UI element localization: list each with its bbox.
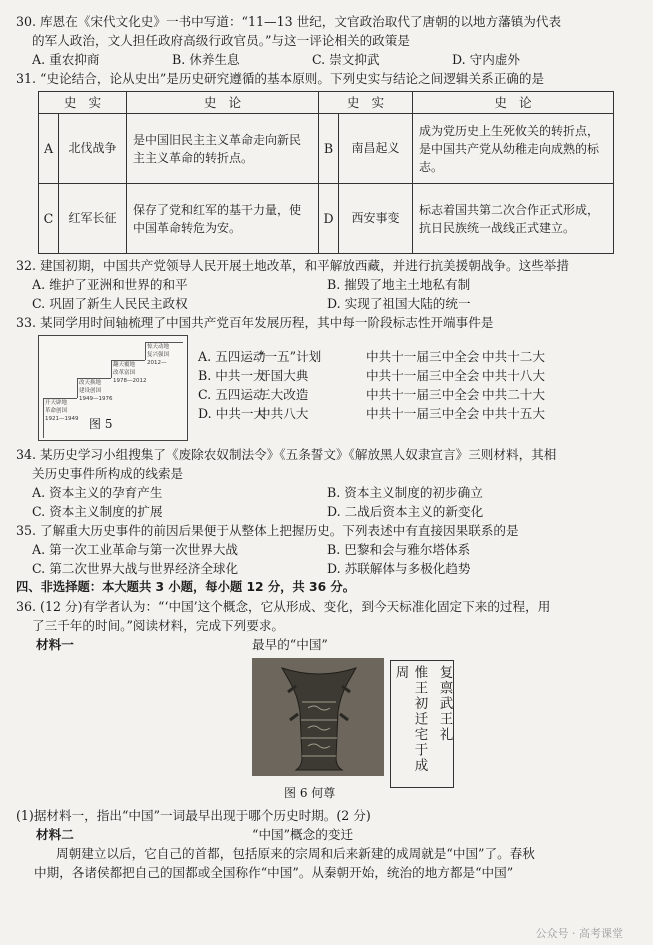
q33-body (16, 335, 639, 441)
q31-table-header (39, 92, 614, 114)
q31-fact: 北伐战争 (59, 114, 127, 184)
timeline-label: 改革富国 (113, 370, 136, 376)
material-2-label: 材料二 (36, 827, 74, 842)
q33-d-2: 中共八大 (258, 406, 309, 421)
q35-option-d[interactable]: D. 苏联解体与多极化趋势 (327, 561, 471, 576)
q33-c-2: 三大改造 (258, 387, 309, 402)
timeline-label: 翻天覆地 (113, 362, 136, 368)
q36-sub-question-1: (1)据材料一，指出“中国”一词最早出现于哪个历史时期。(2 分) (16, 808, 371, 823)
timeline-label: 惊天动地 (147, 344, 170, 350)
q34-option-c[interactable]: C. 资本主义制度的扩展 (32, 504, 163, 519)
timeline-label: 1949—1976 (79, 396, 113, 402)
timeline-label: 复兴强国 (147, 352, 170, 358)
q32-options-row2 (16, 294, 639, 313)
q33-option-d[interactable] (198, 404, 545, 423)
q34-options-row1 (16, 483, 639, 502)
q33-a-3: 中共十一届三中全会 (366, 349, 480, 364)
q31-option-letter[interactable]: C (39, 184, 59, 254)
question-30 (16, 12, 639, 69)
q33-d-3: 中共十一届三中全会 (366, 406, 480, 421)
timeline-label: 开天辟地 (45, 400, 68, 406)
q32-option-d[interactable]: D. 实现了祖国大陆的统一 (327, 296, 471, 311)
watermark: 公众号 · 高考课堂 (535, 927, 623, 940)
q31-option-letter[interactable]: B (319, 114, 339, 184)
q36-stem-line1: 36. (12 分)有学者认为：“‘中国’这个概念，它从形成、变化，到今天标准化固定下来的过程，用 (16, 599, 551, 614)
q30-options (16, 50, 639, 69)
question-31 (16, 69, 639, 254)
q33-b-1: B. 中共一大 (198, 368, 266, 383)
material-2-title: “中国”概念的变迁 (252, 827, 354, 842)
q30-option-d[interactable]: D. 守内虚外 (452, 52, 521, 67)
q31-conclusion: 标志着国共第二次合作正式形成，抗日民族统一战线正式建立。 (413, 184, 614, 254)
q35-options-row2 (16, 559, 639, 578)
q31-conclusion: 保存了党和红军的基干力量，使中国革命转危为安。 (127, 184, 319, 254)
q31-stem: 31. “史论结合，论从史出”是历史研究遵循的基本原则。下列史实与结论之间逻辑关系正确的是 (16, 71, 545, 86)
material-1-title: 最早的“中国” (252, 637, 328, 652)
q33-c-3: 中共十一届三中全会 (366, 387, 480, 402)
figure-6-area (16, 656, 639, 806)
q31-fact: 西安事变 (339, 184, 413, 254)
q33-b-2: 开国大典 (258, 368, 309, 383)
q36-stem-line2: 了三千年的时间。”阅读材料，完成下列要求。 (32, 618, 285, 633)
table-row (39, 184, 614, 254)
q33-b-4: 中共十八大 (482, 368, 545, 383)
timeline-label: 1921—1949 (45, 416, 79, 422)
figure-6-caption: 图 6 何尊 (284, 786, 336, 800)
q33-option-c[interactable] (198, 385, 545, 404)
question-33 (16, 313, 639, 441)
timeline-label: 2012— (147, 360, 167, 366)
q31-option-letter[interactable]: A (39, 114, 59, 184)
table-row (39, 114, 614, 184)
q33-option-b[interactable] (198, 366, 545, 385)
q33-option-a[interactable] (198, 347, 545, 366)
q34-option-d[interactable]: D. 二战后资本主义的新变化 (327, 504, 484, 519)
q31-conclusion: 是中国旧民主主义革命走向新民主主义革命的转折点。 (127, 114, 319, 184)
q31-table (38, 91, 614, 254)
q33-a-1: A. 五四运动 (198, 349, 266, 364)
timeline-label: 改天换地 (79, 380, 102, 386)
material-2-line1: 周朝建立以后，它自己的首都，包括原来的宗周和后来新建的成周就是“中国”了。春秋 (56, 846, 535, 861)
inscription-box (390, 660, 454, 788)
q31-option-letter[interactable]: D (319, 184, 339, 254)
q34-stem-line1: 34. 某历史学习小组搜集了《废除农奴制法令》《五条誓文》《解放黑人奴隶宣言》三则材料，其相 (16, 447, 557, 462)
q31-header-conclusion-1: 史论 (127, 92, 319, 114)
q34-option-a[interactable]: A. 资本主义的孕育产生 (32, 485, 163, 500)
section-4-heading: 四、非选择题：本大题共 3 小题，每小题 12 分，共 36 分。 (16, 580, 355, 594)
q30-stem-line2: 的军人政治，文人担任政府高级行政官员。”与这一评论相关的政策是 (32, 33, 410, 48)
q30-option-b[interactable]: B. 休养生息 (172, 52, 240, 67)
question-35 (16, 521, 639, 578)
q32-option-c[interactable]: C. 巩固了新生人民民主政权 (32, 296, 188, 311)
figure-5-caption: 图 5 (89, 417, 113, 431)
material-1-label: 材料一 (36, 637, 74, 652)
q31-fact: 南昌起义 (339, 114, 413, 184)
q31-conclusion: 成为党历史上生死攸关的转折点，是中国共产党从幼稚走向成熟的标志。 (413, 114, 614, 184)
inscription-line-2: 复禀武王礼 (436, 665, 453, 743)
material-1-header (16, 635, 639, 654)
q31-fact: 红军长征 (59, 184, 127, 254)
q30-option-a[interactable]: A. 重农抑商 (32, 52, 100, 67)
q33-options (188, 335, 545, 441)
timeline-label: 建设创国 (79, 388, 102, 394)
inscription-line-1: 惟王初迁宅于成周 (392, 665, 428, 774)
he-zun-vessel-icon (278, 662, 360, 772)
timeline-label: 1978—2012 (113, 378, 147, 384)
q35-option-c[interactable]: C. 第二次世界大战与世界经济全球化 (32, 561, 239, 576)
question-32 (16, 256, 639, 313)
q33-c-4: 中共二十大 (482, 387, 545, 402)
q34-options-row2 (16, 502, 639, 521)
q31-header-fact-2: 史实 (319, 92, 413, 114)
timeline-label: 革命创国 (45, 408, 68, 414)
q31-header-fact-1: 史实 (39, 92, 127, 114)
q35-stem: 35. 了解重大历史事件的前因后果便于从整体上把握历史。下列表述中有直接因果联系的是 (16, 523, 519, 538)
q34-stem-line2: 关历史事件所构成的线索是 (32, 466, 184, 481)
material-2-line2: 中期，各诸侯都把自己的国都或全国称作“中国”。从秦朝开始，统治的地方都是“中国” (34, 865, 514, 880)
q33-d-4: 中共十五大 (482, 406, 545, 421)
q31-header-conclusion-2: 史论 (413, 92, 614, 114)
q34-option-b[interactable]: B. 资本主义制度的初步确立 (327, 485, 483, 500)
q35-options-row1 (16, 540, 639, 559)
q35-option-b[interactable]: B. 巴黎和会与雅尔塔体系 (327, 542, 471, 557)
q30-option-c[interactable]: C. 崇文抑武 (312, 52, 380, 67)
q32-option-a[interactable]: A. 维护了亚洲和世界的和平 (32, 277, 188, 292)
q32-option-b[interactable]: B. 摧毁了地主土地私有制 (327, 277, 471, 292)
q33-a-4: 中共十二大 (482, 349, 545, 364)
q32-options-row1 (16, 275, 639, 294)
q33-b-3: 中共十一届三中全会 (366, 368, 480, 383)
q32-stem: 32. 建国初期，中国共产党领导人民开展土地改革，和平解放西藏，并进行抗美援朝战争。这些举措 (16, 258, 569, 273)
q33-a-2: “一五”计划 (258, 349, 322, 364)
material-2-header (16, 825, 639, 844)
q33-stem: 33. 某同学用时间轴梳理了中国共产党百年发展历程，其中每一阶段标志性开端事件是 (16, 315, 494, 330)
q33-c-1: C. 五四运动 (198, 387, 266, 402)
question-34 (16, 445, 639, 521)
q35-option-a[interactable]: A. 第一次工业革命与第一次世界大战 (32, 542, 239, 557)
figure-5-timeline (38, 335, 188, 441)
question-36 (16, 597, 639, 882)
q30-stem-line1: 30. 库恩在《宋代文化史》一书中写道：“11—13 世纪，文官政治取代了唐朝的以地方藩镇为代表 (16, 14, 562, 29)
q33-d-1: D. 中共一大 (198, 406, 267, 421)
